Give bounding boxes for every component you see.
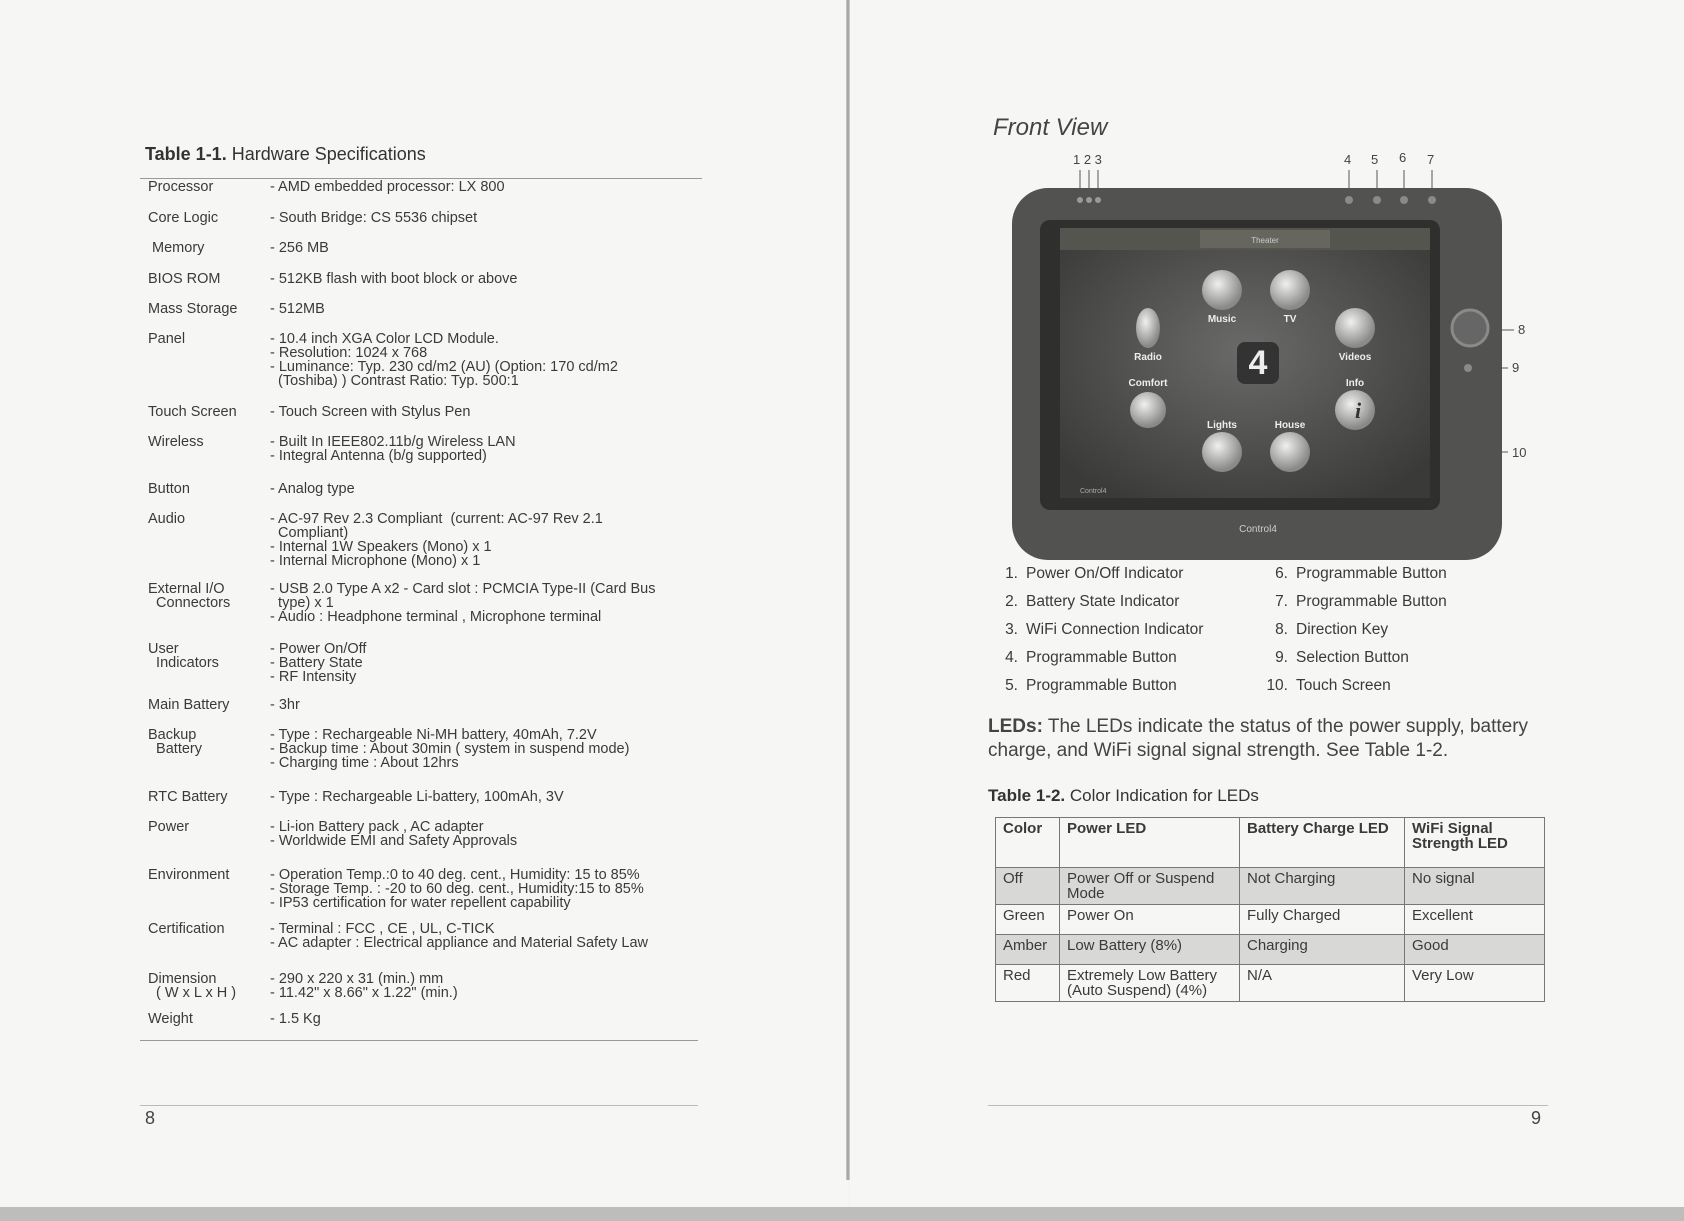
table-cell: Excellent (1405, 905, 1545, 935)
spec-label-line: ( W x L x H ) (148, 985, 237, 1001)
spec-value-line: - 3hr (270, 697, 300, 713)
spec-value-line: - Analog type (270, 481, 355, 497)
spec-label-line: Power (148, 819, 190, 835)
page-number-right: 9 (1531, 1108, 1542, 1128)
table-row (996, 965, 1545, 1002)
spec-label (148, 482, 270, 496)
house-label: House (1274, 420, 1306, 431)
spec-value-line: - Li-ion Battery pack , AC adapter (270, 819, 484, 835)
spec-row (148, 728, 708, 770)
legend-item-10: 10. Touch Screen (1266, 677, 1391, 694)
radio-label: Radio (1134, 352, 1162, 363)
spec-value (270, 582, 708, 624)
led-color-table (995, 817, 1545, 1002)
spec-value (270, 642, 708, 684)
spec-value-line: - Internal 1W Speakers (Mono) x 1 (270, 539, 492, 555)
spec-value-line: (Toshiba) ) Contrast Ratio: Typ. 500:1 (270, 373, 519, 389)
spec-label (148, 698, 270, 712)
spec-label (148, 642, 270, 684)
footer-rule (140, 1105, 698, 1106)
table-cell: Not Charging (1240, 868, 1405, 905)
spec-value-line: - Internal Microphone (Mono) x 1 (270, 553, 481, 569)
spec-value (270, 272, 708, 286)
table-cell: N/A (1240, 965, 1405, 1002)
callout-10: 10 (1512, 445, 1527, 460)
column-header: Power LED (1060, 818, 1240, 868)
spec-row (148, 922, 708, 950)
spec-label (148, 922, 270, 950)
house-icon (1270, 432, 1310, 472)
spec-value-line: - South Bridge: CS 5536 chipset (270, 210, 478, 226)
spec-label-line: External I/O (148, 581, 225, 597)
column-header: Battery Charge LED (1240, 818, 1405, 868)
scan-bottom-edge (0, 1207, 1684, 1221)
spec-value (270, 868, 708, 910)
spec-value-line: - Integral Antenna (b/g supported) (270, 448, 487, 464)
spec-value-line: - Storage Temp. : -20 to 60 deg. cent., Humidity:15 to 85% (270, 881, 644, 897)
spec-value-line: - Type : Rechargeable Li-battery, 100mAh, 3V (270, 789, 564, 805)
spec-row (148, 512, 708, 568)
spec-label-line: Weight (148, 1011, 193, 1027)
spec-value-line: - 11.42" x 8.66" x 1.22" (min.) (270, 985, 458, 1001)
spec-label-line: Main Battery (148, 697, 230, 713)
spec-label (148, 332, 270, 388)
table-cell: Charging (1240, 935, 1405, 965)
spec-value (270, 728, 708, 770)
lights-label: Lights (1207, 420, 1237, 431)
selection-button (1464, 364, 1472, 372)
spec-value (270, 790, 708, 804)
legend-item-1: 1. Power On/Off Indicator (1005, 565, 1184, 582)
spec-row (148, 241, 708, 255)
spec-value-line: type) x 1 (270, 595, 334, 611)
table-cell: Fully Charged (1240, 905, 1405, 935)
table-cell: Very Low (1405, 965, 1545, 1002)
spec-value (270, 180, 708, 194)
table-cell: Green (996, 905, 1060, 935)
spec-value-line: - Touch Screen with Stylus Pen (270, 404, 471, 420)
callout-8: 8 (1518, 322, 1526, 337)
spec-value-line: - Backup time : About 30min ( system in suspend mode) (270, 741, 630, 757)
table-1-1-title: Hardware Specifications (226, 144, 426, 164)
legend-item-8: 8. Direction Key (1275, 621, 1389, 638)
table-1-1-caption (145, 144, 426, 165)
spec-label (148, 435, 270, 463)
direction-key (1452, 310, 1488, 346)
spec-label (148, 405, 270, 419)
legend-item-4: 4. Programmable Button (1005, 649, 1177, 666)
callout-9: 9 (1512, 360, 1520, 375)
table-header-row (996, 818, 1545, 868)
comfort-icon (1130, 392, 1166, 428)
table-cell: Power Off or Suspend Mode (1060, 868, 1240, 905)
legend-item-7: 7. Programmable Button (1275, 593, 1447, 610)
spec-value-line: - Luminance: Typ. 230 cd/m2 (AU) (Option: 170 cd/m2 (270, 359, 618, 375)
spec-value-line: - IP53 certification for water repellent capability (270, 895, 571, 911)
callout-5: 5 (1371, 152, 1379, 167)
spec-value-line: - 256 MB (270, 240, 329, 256)
spec-label (148, 972, 270, 1000)
spec-value-line: - RF Intensity (270, 669, 357, 685)
column-header: Color (996, 818, 1060, 868)
legend-item-9: 9. Selection Button (1275, 649, 1409, 666)
spec-label (148, 211, 270, 225)
spec-value (270, 435, 708, 463)
spec-value (270, 302, 708, 316)
music-icon (1202, 270, 1242, 310)
tv-label: TV (1283, 314, 1297, 325)
spec-value (270, 922, 708, 950)
spec-value-line: Compliant) (270, 525, 349, 541)
spec-value-line: - Operation Temp.:0 to 40 deg. cent., Humidity: 15 to 85% (270, 867, 640, 883)
page-number-left: 8 (145, 1108, 156, 1128)
spec-label-line: Processor (148, 179, 214, 195)
spec-label (148, 512, 270, 568)
svg-text:4: 4 (1248, 344, 1268, 382)
table-cell: Good (1405, 935, 1545, 965)
spec-label-line: Panel (148, 331, 186, 347)
spec-value (270, 972, 708, 1000)
table-1-2-caption (988, 786, 1259, 806)
table-bottom-rule (140, 1040, 698, 1041)
table-cell: No signal (1405, 868, 1545, 905)
table-1-2-label: Table 1-2. (988, 786, 1066, 805)
spec-value (270, 211, 708, 225)
spec-row (148, 790, 708, 804)
spec-label-line: Certification (148, 921, 225, 937)
spec-label-line: Connectors (148, 595, 231, 611)
spec-row (148, 972, 708, 1000)
screen-brand-label: Control4 (1080, 488, 1107, 495)
spec-value-line: - 512MB (270, 301, 325, 317)
table-cell: Low Battery (8%) (1060, 935, 1240, 965)
spec-value-line: - AMD embedded processor: LX 800 (270, 179, 505, 195)
spec-row (148, 820, 708, 848)
spec-label-line: Battery (148, 741, 202, 757)
spec-value-line: - Power On/Off (270, 641, 367, 657)
spec-row (148, 698, 708, 712)
spec-value-line: - Audio : Headphone terminal , Microphone terminal (270, 609, 602, 625)
spec-value-line: - AC adapter : Electrical appliance and Material Safety Law (270, 935, 649, 951)
table-row (996, 905, 1545, 935)
spec-label-line: Core Logic (148, 210, 219, 226)
videos-icon (1335, 308, 1375, 348)
spec-value-line: - 512KB flash with boot block or above (270, 271, 518, 287)
spec-row (148, 332, 708, 388)
spec-label-line: User (148, 641, 179, 657)
spec-label-line: Touch Screen (148, 404, 237, 420)
spec-value-line: - 1.5 Kg (270, 1011, 321, 1027)
spec-value (270, 1012, 708, 1026)
spec-value (270, 698, 708, 712)
touch-panel-illustration (1000, 160, 1540, 570)
legend-item-6: 6. Programmable Button (1275, 565, 1447, 582)
spec-row (148, 180, 708, 194)
callout-7: 7 (1427, 152, 1435, 167)
spec-value (270, 405, 708, 419)
legend-item-5: 5. Programmable Button (1005, 677, 1177, 694)
spec-label-line: Mass Storage (148, 301, 238, 317)
callout-6: 6 (1399, 150, 1407, 165)
table-cell: Red (996, 965, 1060, 1002)
videos-label: Videos (1338, 352, 1372, 363)
spec-label-line: Button (148, 481, 190, 497)
front-view-title: Front View (993, 114, 1108, 141)
spec-row (148, 582, 708, 624)
spec-value (270, 820, 708, 848)
spec-row (148, 1012, 708, 1026)
table-row (996, 935, 1545, 965)
status-leds (1077, 197, 1101, 203)
spec-row (148, 405, 708, 419)
info-label: Info (1345, 378, 1365, 389)
comfort-label: Comfort (1128, 378, 1168, 389)
spec-value-line: - USB 2.0 Type A x2 - Card slot : PCMCIA Type-II (Card Bus (270, 581, 656, 597)
spec-label-line: Memory (148, 240, 205, 256)
leds-text: The LEDs indicate the status of the power supply, battery charge, and WiFi signal signal strength. See Table 1-2. (988, 716, 1529, 761)
spec-label-line: BIOS ROM (148, 271, 221, 287)
spec-label-line: RTC Battery (148, 789, 228, 805)
spec-label (148, 1012, 270, 1026)
spec-value (270, 512, 708, 568)
spec-value-line: - AC-97 Rev 2.3 Compliant (current: AC-97 Rev 2.1 (270, 511, 603, 527)
tv-icon (1270, 270, 1310, 310)
spec-label (148, 272, 270, 286)
spec-value-line: - Charging time : About 12hrs (270, 755, 459, 771)
table-cell: Power On (1060, 905, 1240, 935)
spec-value (270, 241, 708, 255)
spec-label (148, 582, 270, 624)
spec-value-line: - Terminal : FCC , CE , UL, C-TICK (270, 921, 495, 937)
spec-row (148, 868, 708, 910)
spec-value-line: - Resolution: 1024 x 768 (270, 345, 428, 361)
footer-rule-right (988, 1105, 1548, 1106)
table-cell: Off (996, 868, 1060, 905)
spec-value-line: - Worldwide EMI and Safety Approvals (270, 833, 518, 849)
spec-label-line: Dimension (148, 971, 217, 987)
spec-row (148, 302, 708, 316)
radio-icon (1136, 308, 1160, 348)
legend-item-2: 2. Battery State Indicator (1005, 593, 1180, 610)
spec-label (148, 790, 270, 804)
spec-value (270, 332, 708, 388)
spec-value-line: - 10.4 inch XGA Color LCD Module. (270, 331, 499, 347)
spec-label (148, 241, 270, 255)
spec-row (148, 272, 708, 286)
svg-text:i: i (1354, 398, 1362, 423)
spec-label (148, 728, 270, 770)
table-1-1-label: Table 1-1. (145, 144, 227, 164)
legend-item-3: 3. WiFi Connection Indicator (1005, 621, 1204, 638)
hardware-spec-table (148, 180, 708, 1040)
spec-row (148, 642, 708, 684)
bezel-brand-label: Control4 (1239, 524, 1277, 535)
spec-label (148, 868, 270, 910)
spec-label-line: Wireless (148, 434, 204, 450)
table-cell: Extremely Low Battery (Auto Suspend) (4%) (1060, 965, 1240, 1002)
spec-label (148, 820, 270, 848)
spec-value (270, 482, 708, 496)
spec-row (148, 435, 708, 463)
spec-value-line: - Type : Rechargeable Ni-MH battery, 40mAh, 7.2V (270, 727, 597, 743)
callout-4: 4 (1344, 152, 1352, 167)
spec-value-line: - Battery State (270, 655, 363, 671)
spec-value-line: - Built In IEEE802.11b/g Wireless LAN (270, 434, 516, 450)
music-label: Music (1207, 314, 1237, 325)
spec-label-line: Environment (148, 867, 230, 883)
spec-row (148, 482, 708, 496)
screen-header-title: Theater (1251, 236, 1279, 245)
spec-label (148, 302, 270, 316)
spec-row (148, 211, 708, 225)
spec-label-line: Audio (148, 511, 186, 527)
spec-label-line: Indicators (148, 655, 219, 671)
spec-label-line: Backup (148, 727, 197, 743)
leds-label: LEDs: (988, 716, 1043, 737)
table-1-2-title: Color Indication for LEDs (1065, 786, 1259, 805)
leds-paragraph (988, 715, 1548, 763)
column-header: WiFi Signal Strength LED (1405, 818, 1545, 868)
table-row (996, 868, 1545, 905)
table-cell: Amber (996, 935, 1060, 965)
spec-label (148, 180, 270, 194)
lights-icon (1202, 432, 1242, 472)
callout-1-2-3: 1 2 3 (1073, 152, 1102, 167)
spec-value-line: - 290 x 220 x 31 (min.) mm (270, 971, 444, 987)
